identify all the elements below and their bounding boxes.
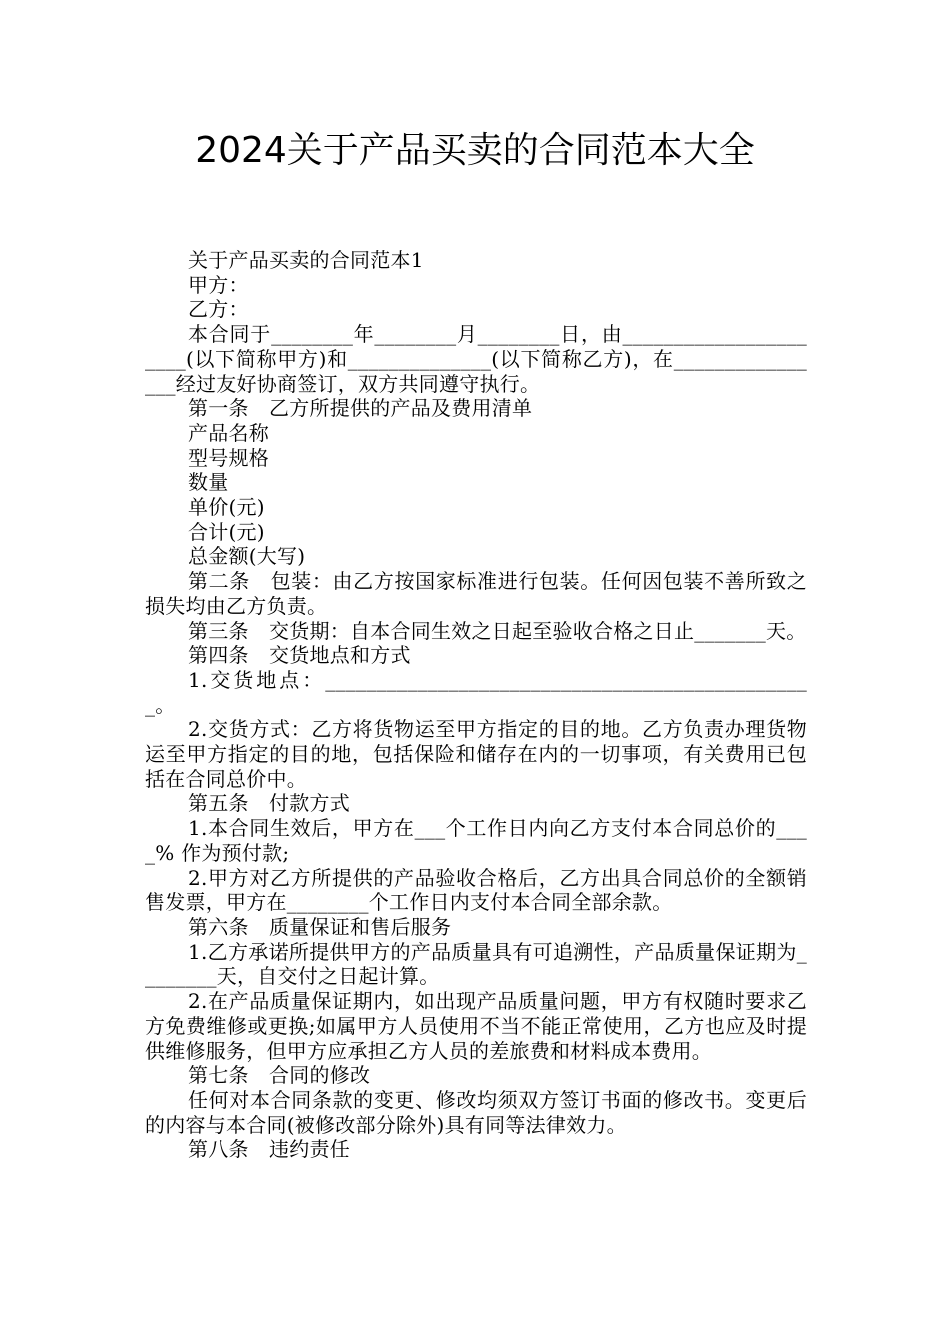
clause-4-delivery-method: 2.交货方式：乙方将货物运至甲方指定的目的地。乙方负责办理货物运至甲方指定的目的地，包括保险和储存在内的一切事项，有关费用已包括在合同总价中。 (145, 717, 807, 791)
clause-2-packaging: 第二条 包装：由乙方按国家标准进行包装。任何因包装不善所致之损失均由乙方负责。 (145, 569, 807, 618)
clause-1-heading: 第一条 乙方所提供的产品及费用清单 (188, 396, 533, 421)
document-body (145, 248, 807, 1162)
clause-6-warranty-period: 1.乙方承诺所提供甲方的产品质量具有可追溯性，产品质量保证期为________天，自交付之日起计算。 (145, 939, 807, 989)
clause-4-heading: 第四条 交货地点和方式 (188, 643, 411, 668)
document-title: 2024关于产品买卖的合同范本大全 (195, 130, 755, 171)
item-subtotal: 合计(元) (188, 519, 265, 544)
item-product-name: 产品名称 (188, 420, 269, 445)
item-unit-price: 单价(元) (188, 495, 265, 520)
clause-5-prepayment: 1.本合同生效后，甲方在___个工作日内向乙方支付本合同总价的____% 作为预付款; (145, 816, 807, 865)
clause-6-heading: 第六条 质量保证和售后服务 (188, 914, 452, 939)
clause-8-heading: 第八条 违约责任 (188, 1137, 350, 1162)
clause-6-repair: 2.在产品质量保证期内，如出现产品质量问题，甲方有权随时要求乙方免费维修或更换;如属甲方人员使用不当不能正常使用，乙方也应及时提供维修服务，但甲方应承担乙方人员的差旅费和材料成本费用。 (145, 989, 807, 1063)
paragraph-party-b: 乙方： (188, 297, 249, 322)
item-model-spec: 型号规格 (188, 445, 269, 470)
clause-7-text: 任何对本合同条款的变更、修改均须双方签订书面的修改书。变更后的内容与本合同(被修改部分除外)具有同等法律效力。 (145, 1087, 807, 1137)
item-quantity: 数量 (188, 470, 229, 495)
item-total-amount: 总金额(大写) (188, 544, 306, 569)
clause-3-delivery-period: 第三条 交货期：自本合同生效之日起至验收合格之日止_______天。 (188, 618, 807, 643)
paragraph-party-a: 甲方： (188, 272, 249, 297)
clause-5-heading: 第五条 付款方式 (188, 791, 350, 816)
paragraph-intro: 本合同于________年________月________日，由______________________(以下简称甲方)和______________(以下简称乙方)，在________________经过友好协商签订，双方共同遵守执行。 (145, 322, 807, 396)
clause-5-balance: 2.甲方对乙方所提供的产品验收合格后，乙方出具合同总价的全额销售发票，甲方在________个工作日内支付本合同全部余款。 (145, 865, 807, 915)
clause-4-delivery-place: 1.交货地点：________________________________________________。 (145, 667, 807, 717)
paragraph-heading: 关于产品买卖的合同范本1 (188, 248, 424, 272)
clause-7-heading: 第七条 合同的修改 (188, 1063, 371, 1088)
